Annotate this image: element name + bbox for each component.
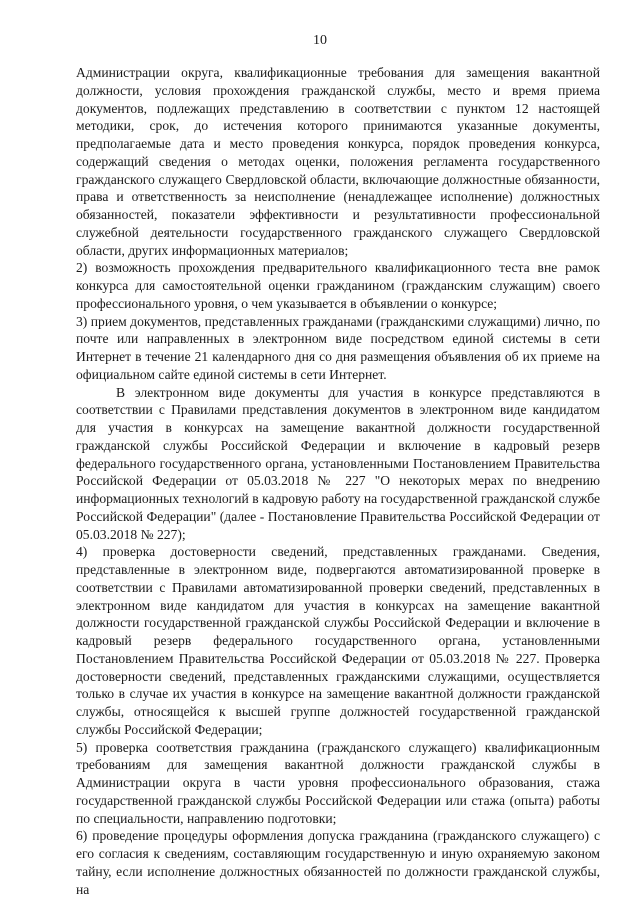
paragraph-item-5: 5) проверка соответствия гражданина (гражданского служащего) квалификационным требованиям для замещения вакантной должности гражданской службы в Администрации округа в части уровня профессионального образования, стажа государственной гражданской службы Российской Федерации или стажа (опыта) работы по специальности, направлению подготовки; [76,739,600,826]
page-number: 10 [313,33,327,48]
paragraph-item-6: 6) проведение процедуры оформления допуска гражданина (гражданского служащего) с его согласия к сведениям, составляющим государственную и иную охраняемую законом тайну, если исполнение должностных обязанностей по должности гражданской службы, на [76,828,600,897]
paragraph-continuation: Администрации округа, квалификационные требования для замещения вакантной должности, условия прохождения гражданской службы, место и время приема документов, подлежащих представлению в соответствии с пунктом 12 настоящей методики, срок, до истечения которого принимаются указанные документы, предполагаемые дата и место проведения конкурса, порядок проведения конкурса, содержащий сведения о методах оценки, положения регламента государственного гражданского служащего Свердловской области, включающие должностные обязанности, права и ответственность за неисполнение (ненадлежащее исполнение) должностных обязанностей, показатели эффективности и результативности профессиональной служебной деятельности государственного гражданского служащего Свердловской области, других информационных материалов; [76,65,600,258]
paragraph-item-4: 4) проверка достоверности сведений, представленных гражданами. Сведения, представленные в электронном виде, подвергаются автоматизированной проверке в соответствии с Правилами автоматизированной проверки сведений, представленных в электронном виде кандидатом для участия в конкурсах на замещение вакантной должности государственной гражданской службы Российской Федерации и включение в кадровый резерв федерального государственного органа, установленными Постановлением Правительства Российской Федерации от 05.03.2018 № 227. Проверка достоверности сведений, представленных гражданскими служащими, осуществляется только в случае их участия в конкурсе на замещение вакантной должности гражданской службы, относящейся к высшей группе должностей государственной гражданской службы Российской Федерации; [76,544,600,737]
document-body [76,64,600,898]
paragraph-item-2: 2) возможность прохождения предварительного квалификационного теста вне рамок конкурса для самостоятельной оценки гражданином (гражданским служащим) своего профессионального уровня, о чем указывается в объявлении о конкурсе; [76,260,600,311]
paragraph-item-3: 3) прием документов, представленных гражданами (гражданскими служащими) лично, по почте или направленных в электронном виде посредством единой системы в сети Интернет в течение 21 календарного дня со дня размещения объявления об их приеме на официальном сайте единой системы в сети Интернет. [76,313,600,382]
paragraph-electronic-documents: В электронном виде документы для участия в конкурсе представляются в соответствии с Правилами представления документов в электронном виде кандидатом для участия в конкурсах на замещение вакантной должности государственной гражданской службы Российской Федерации и включение в кадровый резерв федерального государственного органа, установленными Постановлением Правительства Российской Федерации от 05.03.2018 № 227 "О некоторых мерах по внедрению информационных технологий в кадровую работу на государственной гражданской службе Российской Федерации" (далее - Постановление Правительства Российской Федерации от 05.03.2018 № 227); [76,384,600,542]
